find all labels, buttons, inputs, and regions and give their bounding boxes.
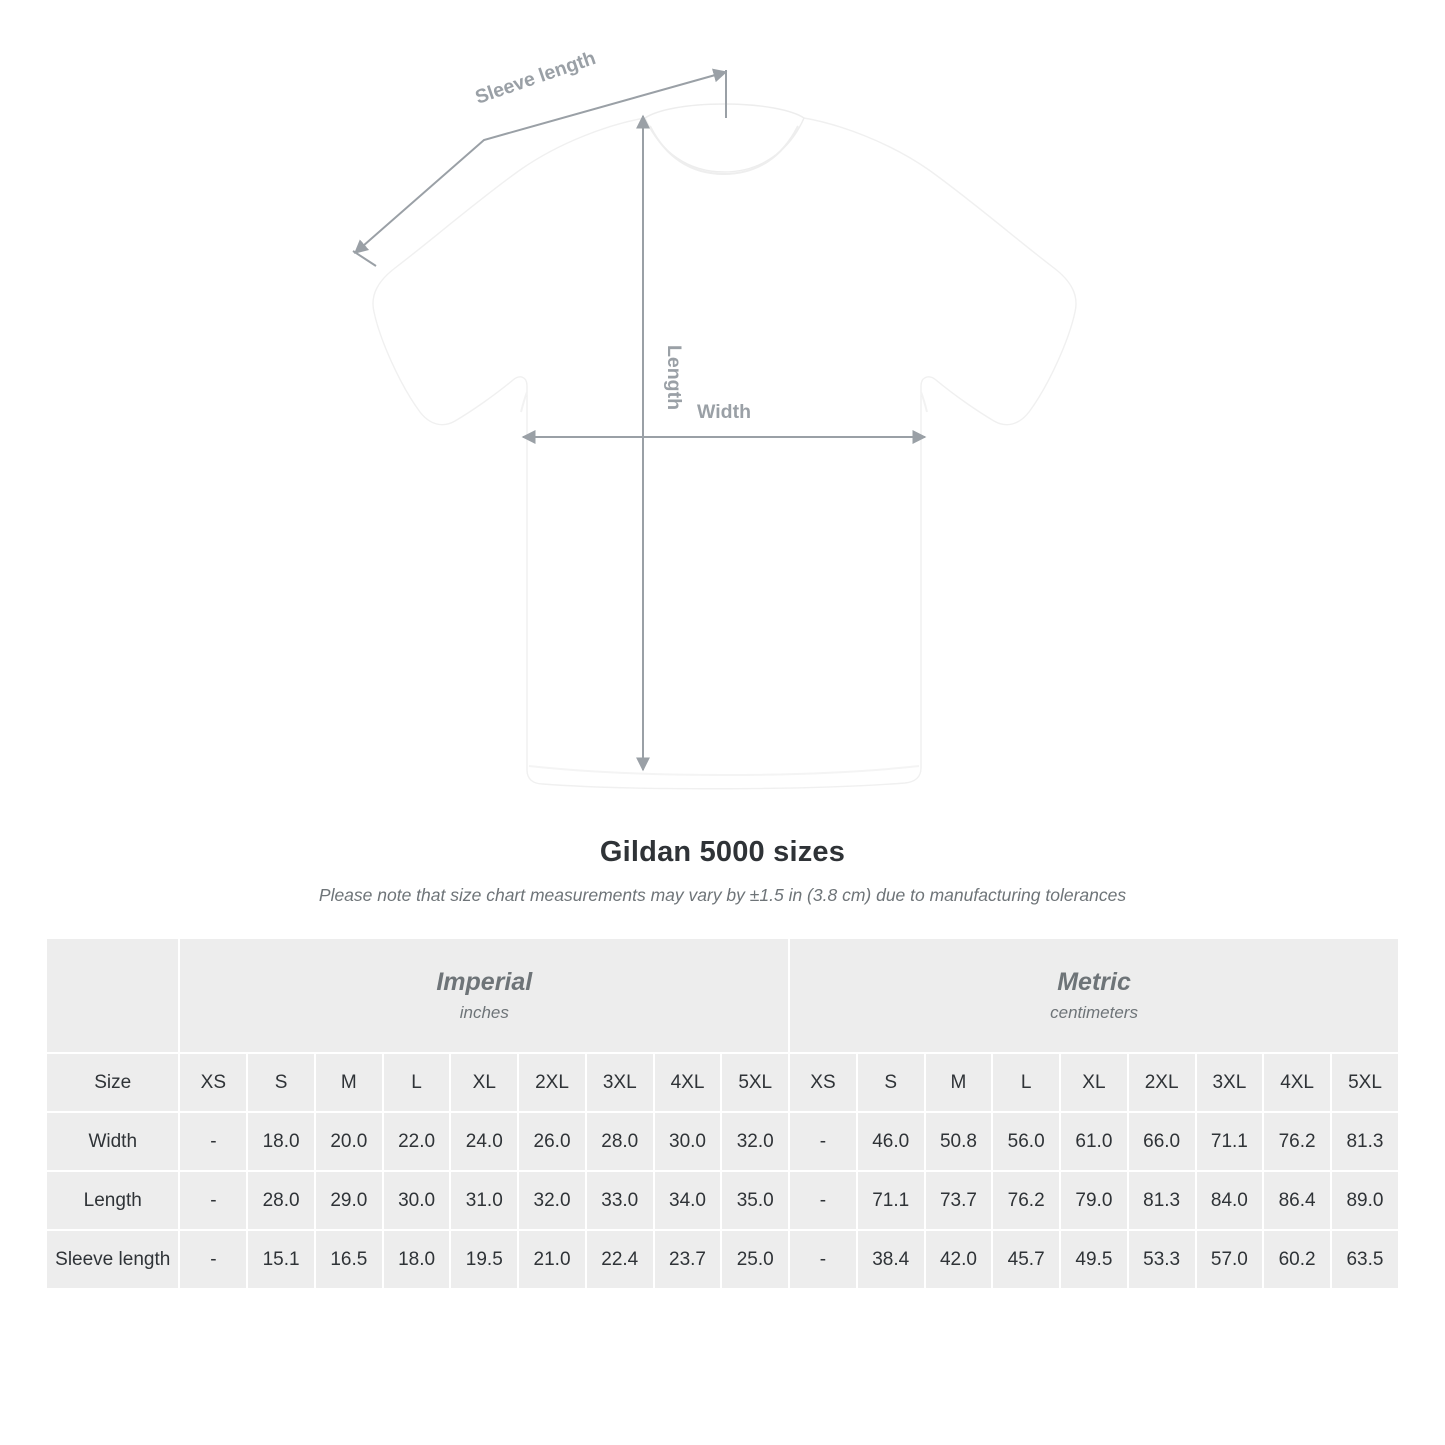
tshirt-shape (373, 104, 1076, 789)
cell-length-imperial-m: 29.0 (316, 1172, 382, 1229)
cell-length-metric-4xl: 86.4 (1264, 1172, 1330, 1229)
cell-length-metric-3xl: 84.0 (1197, 1172, 1263, 1229)
size-header-row (47, 1054, 1398, 1111)
cell-sleeve-metric-3xl: 57.0 (1197, 1231, 1263, 1288)
cell-width-imperial-5xl: 32.0 (722, 1113, 788, 1170)
cell-width-imperial-2xl: 26.0 (519, 1113, 585, 1170)
col-head-metric-xs: XS (790, 1054, 856, 1111)
cell-sleeve-metric-s: 38.4 (858, 1231, 924, 1288)
cell-sleeve-imperial-4xl: 23.7 (655, 1231, 721, 1288)
unit-group-imperial-name: Imperial (436, 967, 533, 996)
table-row (47, 1231, 1398, 1288)
col-head-metric-3xl: 3XL (1197, 1054, 1263, 1111)
cell-width-metric-m: 50.8 (926, 1113, 992, 1170)
col-head-imperial-xl: XL (451, 1054, 517, 1111)
sleeve-length-label: Sleeve length (472, 46, 599, 109)
col-head-imperial-m: M (316, 1054, 382, 1111)
col-head-imperial-l: L (384, 1054, 450, 1111)
length-label: Length (663, 345, 685, 410)
cell-sleeve-imperial-l: 18.0 (384, 1231, 450, 1288)
cell-sleeve-imperial-m: 16.5 (316, 1231, 382, 1288)
cell-width-metric-2xl: 66.0 (1129, 1113, 1195, 1170)
cell-width-metric-3xl: 71.1 (1197, 1113, 1263, 1170)
cell-width-metric-4xl: 76.2 (1264, 1113, 1330, 1170)
cell-width-imperial-3xl: 28.0 (587, 1113, 653, 1170)
cell-length-imperial-5xl: 35.0 (722, 1172, 788, 1229)
col-head-metric-l: L (993, 1054, 1059, 1111)
unit-group-metric-name: Metric (1057, 967, 1131, 996)
row-label-width: Width (47, 1113, 178, 1170)
cell-width-metric-s: 46.0 (858, 1113, 924, 1170)
cell-length-imperial-s: 28.0 (248, 1172, 314, 1229)
cell-length-imperial-xs: - (180, 1172, 246, 1229)
cell-width-metric-l: 56.0 (993, 1113, 1059, 1170)
table-row (47, 1113, 1398, 1170)
cell-length-metric-m: 73.7 (926, 1172, 992, 1229)
cell-sleeve-metric-xl: 49.5 (1061, 1231, 1127, 1288)
cell-width-imperial-4xl: 30.0 (655, 1113, 721, 1170)
cell-sleeve-imperial-xl: 19.5 (451, 1231, 517, 1288)
col-head-metric-xl: XL (1061, 1054, 1127, 1111)
col-head-imperial-3xl: 3XL (587, 1054, 653, 1111)
unit-group-metric-sub: centimeters (1050, 1002, 1138, 1022)
chart-subtitle: Please note that size chart measurements may vary by ±1.5 in (3.8 cm) due to manufacturing tolerances (318, 885, 1127, 905)
col-head-metric-4xl: 4XL (1264, 1054, 1330, 1111)
cell-sleeve-imperial-2xl: 21.0 (519, 1231, 585, 1288)
cell-length-metric-2xl: 81.3 (1129, 1172, 1195, 1229)
cell-width-imperial-xl: 24.0 (451, 1113, 517, 1170)
unit-group-metric (790, 939, 1398, 1052)
col-head-imperial-xs: XS (180, 1054, 246, 1111)
cell-length-metric-5xl: 89.0 (1332, 1172, 1398, 1229)
col-head-metric-s: S (858, 1054, 924, 1111)
col-head-imperial-s: S (248, 1054, 314, 1111)
row-label-length: Length (47, 1172, 178, 1229)
cell-sleeve-metric-2xl: 53.3 (1129, 1231, 1195, 1288)
cell-length-imperial-xl: 31.0 (451, 1172, 517, 1229)
cell-sleeve-metric-4xl: 60.2 (1264, 1231, 1330, 1288)
unit-group-imperial (180, 939, 788, 1052)
cell-sleeve-imperial-5xl: 25.0 (722, 1231, 788, 1288)
unit-header-row (47, 939, 1398, 1052)
cell-length-metric-s: 71.1 (858, 1172, 924, 1229)
size-table-wrapper (45, 937, 1400, 1290)
cell-sleeve-metric-m: 42.0 (926, 1231, 992, 1288)
cell-sleeve-metric-xs: - (790, 1231, 856, 1288)
cell-width-metric-xs: - (790, 1113, 856, 1170)
cell-sleeve-metric-l: 45.7 (993, 1231, 1059, 1288)
cell-width-imperial-s: 18.0 (248, 1113, 314, 1170)
table-row (47, 1172, 1398, 1229)
col-head-metric-5xl: 5XL (1332, 1054, 1398, 1111)
col-head-metric-m: M (926, 1054, 992, 1111)
chart-title: Gildan 5000 sizes (599, 836, 846, 868)
cell-length-imperial-l: 30.0 (384, 1172, 450, 1229)
cell-length-imperial-3xl: 33.0 (587, 1172, 653, 1229)
cell-sleeve-metric-5xl: 63.5 (1332, 1231, 1398, 1288)
col-head-imperial-4xl: 4XL (655, 1054, 721, 1111)
cell-length-metric-xl: 79.0 (1061, 1172, 1127, 1229)
cell-width-imperial-xs: - (180, 1113, 246, 1170)
cell-length-metric-xs: - (790, 1172, 856, 1229)
row-label-sleeve-length: Sleeve length (47, 1231, 178, 1288)
unit-group-imperial-sub: inches (459, 1002, 509, 1022)
cell-width-imperial-l: 22.0 (384, 1113, 450, 1170)
cell-sleeve-imperial-xs: - (180, 1231, 246, 1288)
width-label: Width (697, 401, 751, 423)
col-head-imperial-5xl: 5XL (722, 1054, 788, 1111)
size-header-cell: Size (47, 1054, 178, 1111)
col-head-imperial-2xl: 2XL (519, 1054, 585, 1111)
cell-width-metric-xl: 61.0 (1061, 1113, 1127, 1170)
cell-length-imperial-2xl: 32.0 (519, 1172, 585, 1229)
cell-width-metric-5xl: 81.3 (1332, 1113, 1398, 1170)
cell-width-imperial-m: 20.0 (316, 1113, 382, 1170)
size-table (45, 937, 1400, 1290)
unit-header-spacer (47, 939, 178, 1052)
cell-length-metric-l: 76.2 (993, 1172, 1059, 1229)
cell-sleeve-imperial-s: 15.1 (248, 1231, 314, 1288)
cell-length-imperial-4xl: 34.0 (655, 1172, 721, 1229)
cell-sleeve-imperial-3xl: 22.4 (587, 1231, 653, 1288)
col-head-metric-2xl: 2XL (1129, 1054, 1195, 1111)
